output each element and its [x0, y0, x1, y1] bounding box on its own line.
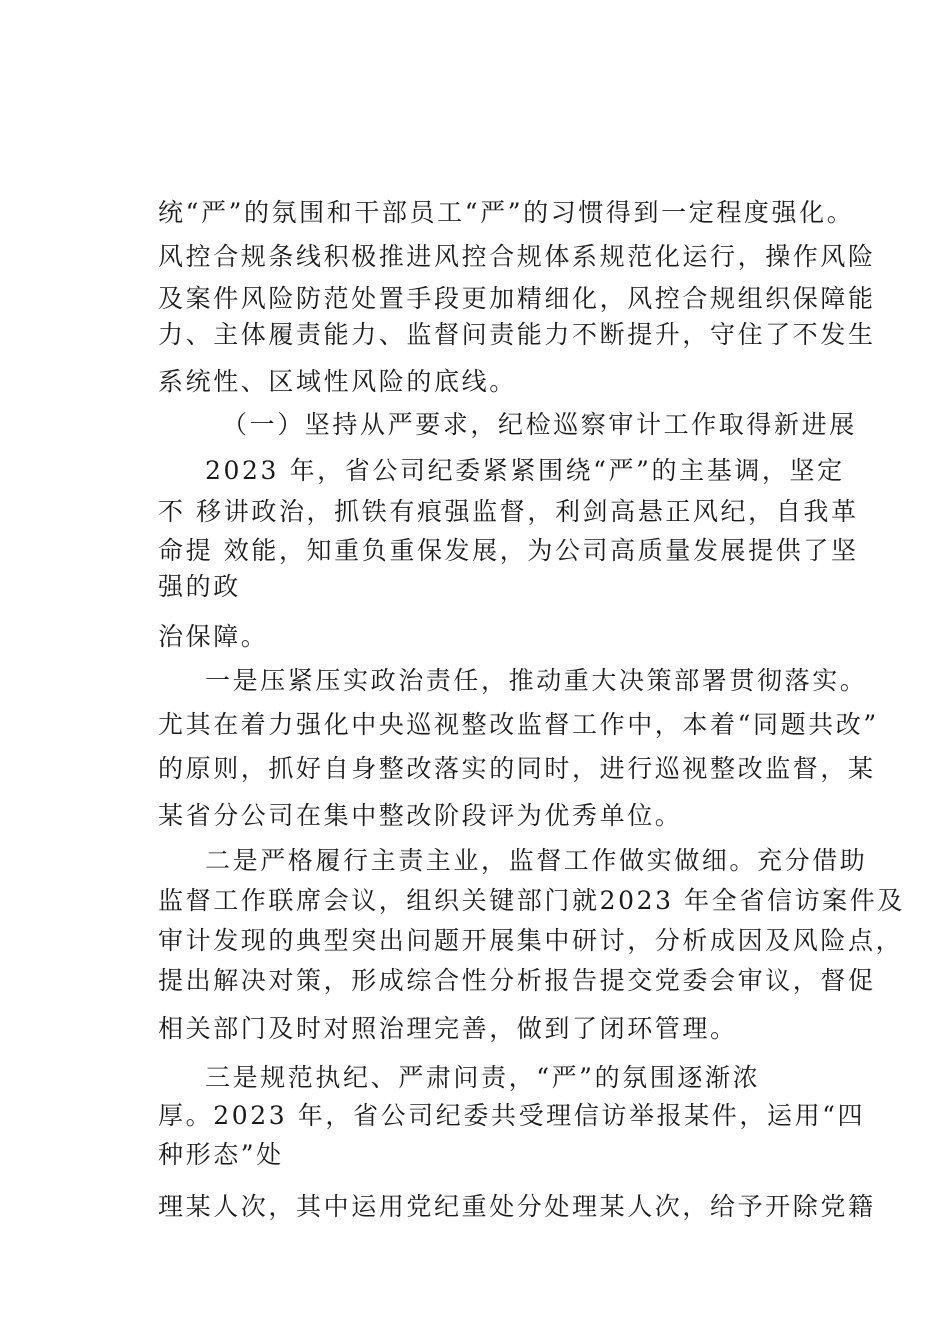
- body-text-line: 尤其在着力强化中央巡视整改监督工作中，本着“同题共改”: [158, 710, 879, 739]
- body-text-line: 及案件风险防范处置手段更加精细化，风控合规组织保障能: [158, 284, 876, 313]
- body-text-line: 理某人次，其中运用党纪重处分处理某人次，给予开除党籍: [158, 1192, 876, 1221]
- body-text-line: 审计发现的典型突出问题开展集中研讨，分析成因及风险点，: [158, 926, 904, 955]
- body-text-line: 力、主体履责能力、监督问责能力不断提升，守住了不发生: [158, 320, 876, 349]
- body-text-line: 二是严格履行主责主业，监督工作做实做细。充分借助: [205, 846, 868, 875]
- body-text-line: 厚。2023 年，省公司纪委共受理信访举报某件，运用“四: [158, 1101, 866, 1130]
- body-text-line: 的原则，抓好自身整改落实的同时，进行巡视整改监督，某: [158, 754, 876, 783]
- body-text-line: 统“严”的氛围和干部员工“严”的习惯得到一定程度强化。: [158, 198, 855, 227]
- body-text-line: 强的政: [158, 572, 241, 601]
- body-text-line: 命提 效能，知重负重保发展，为公司高质量发展提供了坚: [158, 536, 859, 565]
- body-text-line: 相关部门及时对照治理完善，做到了闭环管理。: [158, 1014, 738, 1043]
- body-text-line: 风控合规条线积极推进风控合规体系规范化运行，操作风险: [158, 242, 876, 271]
- body-text-line: 一是压紧压实政治责任，推动重大决策部署贯彻落实。: [205, 666, 868, 695]
- body-text-line: 2023 年，省公司纪委紧紧围绕“严”的主基调，坚定: [205, 456, 845, 485]
- body-text-line: 不 移讲政治，抓铁有痕强监督，利剑高悬正风纪，自我革: [158, 497, 859, 526]
- body-text-line: 种形态”处: [158, 1140, 284, 1169]
- body-text-line: 三是规范执纪、严肃问责，“严”的氛围逐渐浓: [205, 1063, 761, 1092]
- section-heading: （一）坚持从严要求，纪检巡察审计工作取得新进展: [222, 410, 857, 439]
- body-text-line: 监督工作联席会议，组织关键部门就2023 年全省信访案件及: [158, 886, 905, 915]
- body-text-line: 治保障。: [158, 622, 269, 651]
- body-text-line: 提出解决对策，形成综合性分析报告提交党委会审议，督促: [158, 966, 876, 995]
- body-text-line: 某省分公司在集中整改阶段评为优秀单位。: [158, 801, 683, 830]
- body-text-line: 系统性、区域性风险的底线。: [158, 367, 517, 396]
